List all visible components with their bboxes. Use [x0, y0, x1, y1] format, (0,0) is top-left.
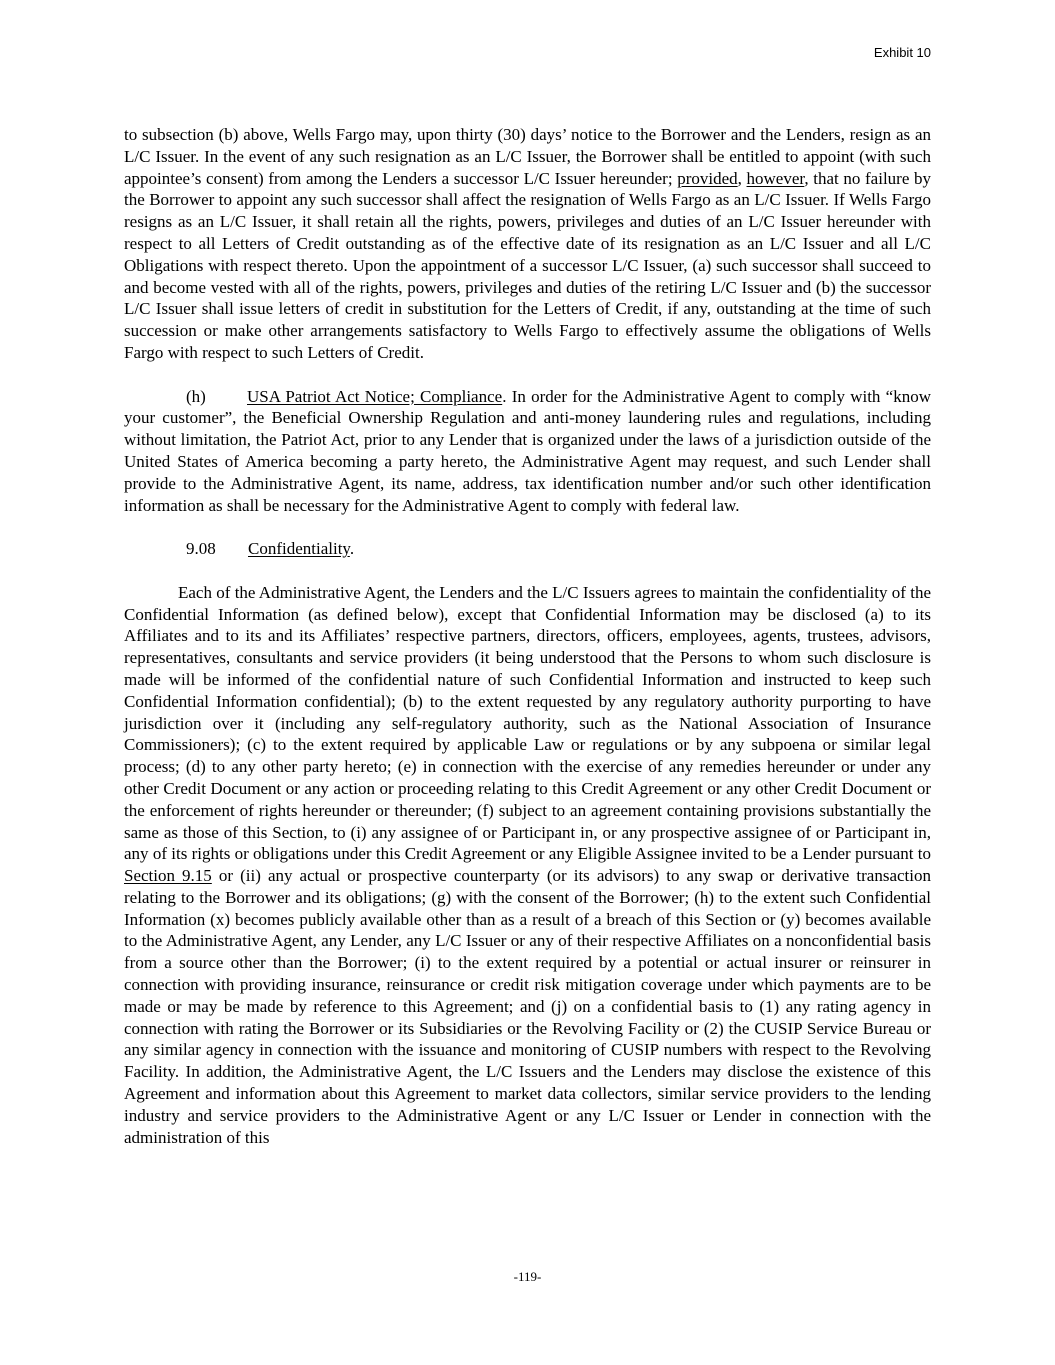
- however-term: however: [746, 168, 805, 188]
- exhibit-label: Exhibit 10: [873, 45, 931, 60]
- provided-term: provided: [677, 168, 738, 188]
- text-run: ,: [737, 168, 747, 188]
- document-body: [124, 124, 931, 1148]
- section-title-period: .: [349, 539, 355, 559]
- clause-label: (h): [186, 386, 206, 406]
- section-heading: [124, 538, 931, 560]
- text-run: to subsection (b) above, Wells Fargo may, upon thirty (30) days’ notice to the Borrower and the Lenders, resign as an L/C Issuer. In the event of any such resignation as an L/C Issuer, the Borrower shall be entitled to appoint (with such appointee’s consent) from among the Lenders a successor L/C Issuer hereunder;: [124, 125, 931, 188]
- text-run: , that no failure by the Borrower to appoint any such successor shall affect the resignation of Wells Fargo as an L/C Issuer. If Wells Fargo resigns as an L/C Issuer, it shall retain all the rights, powers, privileges and duties of an L/C Issuer hereunder with respect to all Letters of Credit outstanding as of the effective date of its resignation as an L/C Issuer and all L/C Obligations with respect thereto. Upon the appointment of a successor L/C Issuer, (a) such successor shall succeed to and become vested with all of the rights, powers, privileges and duties of the retiring L/C Issuer and (b) the successor L/C Issuer shall issue letters of credit in substitution for the Letters of Credit, if any, outstanding at the time of such succession or make other arrangements satisfactory to Wells Fargo to effectively assume the obligations of Wells Fargo with respect to such Letters of Credit.: [124, 168, 932, 362]
- section-number: 9.08: [186, 539, 216, 559]
- page-number: -119-: [513, 1269, 542, 1284]
- section-title: Confidentiality: [248, 539, 350, 559]
- paragraph-patriot-act: [124, 386, 931, 517]
- clause-title: USA Patriot Act Notice; Compliance: [247, 386, 503, 406]
- text-run: or (ii) any actual or prospective counterparty (or its advisors) to any swap or derivative transaction relating to the Borrower and its obligations; (g) with the consent of the Borrower; (h) to the extent such Confidential Information (x) becomes publicly available other than as a result of a breach of this Section or (y) becomes available to the Administrative Agent, any Lender, any L/C Issuer or any of their respective Affiliates on a nonconfidential basis from a source other than the Borrower; (i) to the extent required by a potential or actual insurer or reinsurer in connection with providing insurance, reinsurance or credit risk mitigation coverage under which payments are to be made or may be made by reference to this Agreement; and (j) on a confidential basis to (1) any rating agency in connection with rating the Borrower or its Subsidiaries or the Revolving Facility or (2) the CUSIP Service Bureau or any similar agency in connection with the issuance and monitoring of CUSIP numbers with respect to the Revolving Facility. In addition, the Administrative Agent, the L/C Issuers and the Lenders may disclose the existence of this Agreement and information about this Agreement to market data collectors, similar service providers to the lending industry and service providers to the Administrative Agent or any L/C Issuer or Lender in connection with the administration of this: [124, 866, 931, 1147]
- paragraph-resignation: [124, 124, 931, 364]
- section-reference-link[interactable]: Section 9.15: [124, 866, 212, 886]
- clause-body: . In order for the Administrative Agent to comply with “know your customer”, the Beneficial Ownership Regulation and anti-money laundering rules and regulations, including without limitation, the Patriot Act, prior to any Lender that is organized under the laws of a jurisdiction outside of the United States of America becoming a party hereto, the Administrative Agent may request, and such Lender shall provide to the Administrative Agent, its name, address, tax identification number and/or such other identification information as shall be necessary for the Administrative Agent to comply with federal law.: [124, 386, 931, 515]
- text-run: Each of the Administrative Agent, the Lenders and the L/C Issuers agrees to maintain the confidentiality of the Confidential Information (as defined below), except that Confidential Information may be disclosed (a) to its Affiliates and to its and its Affiliates’ respective partners, directors, officers, employees, agents, trustees, advisors, representatives, consultants and service providers (it being understood that the Persons to whom such disclosure is made will be informed of the confidential nature of such Confidential Information and instructed to keep such Confidential Information confidential); (b) to the extent requested by any regulatory authority purporting to have jurisdiction over it (including any self-regulatory authority, such as the National Association of Insurance Commissioners); (c) to the extent required by applicable Law or regulations or by any subpoena or similar legal process; (d) to any other party hereto; (e) in connection with the exercise of any remedies hereunder or under any other Credit Document or any action or proceeding relating to this Credit Agreement or any other Credit Document or the enforcement of rights hereunder or thereunder; (f) subject to an agreement containing provisions substantially the same as those of this Section, to (i) any assignee of or Participant in, or any prospective assignee of or Participant in, any of its rights or obligations under this Credit Agreement or any Eligible Assignee invited to be a Lender pursuant to: [124, 582, 931, 864]
- paragraph-confidentiality: [124, 582, 931, 1149]
